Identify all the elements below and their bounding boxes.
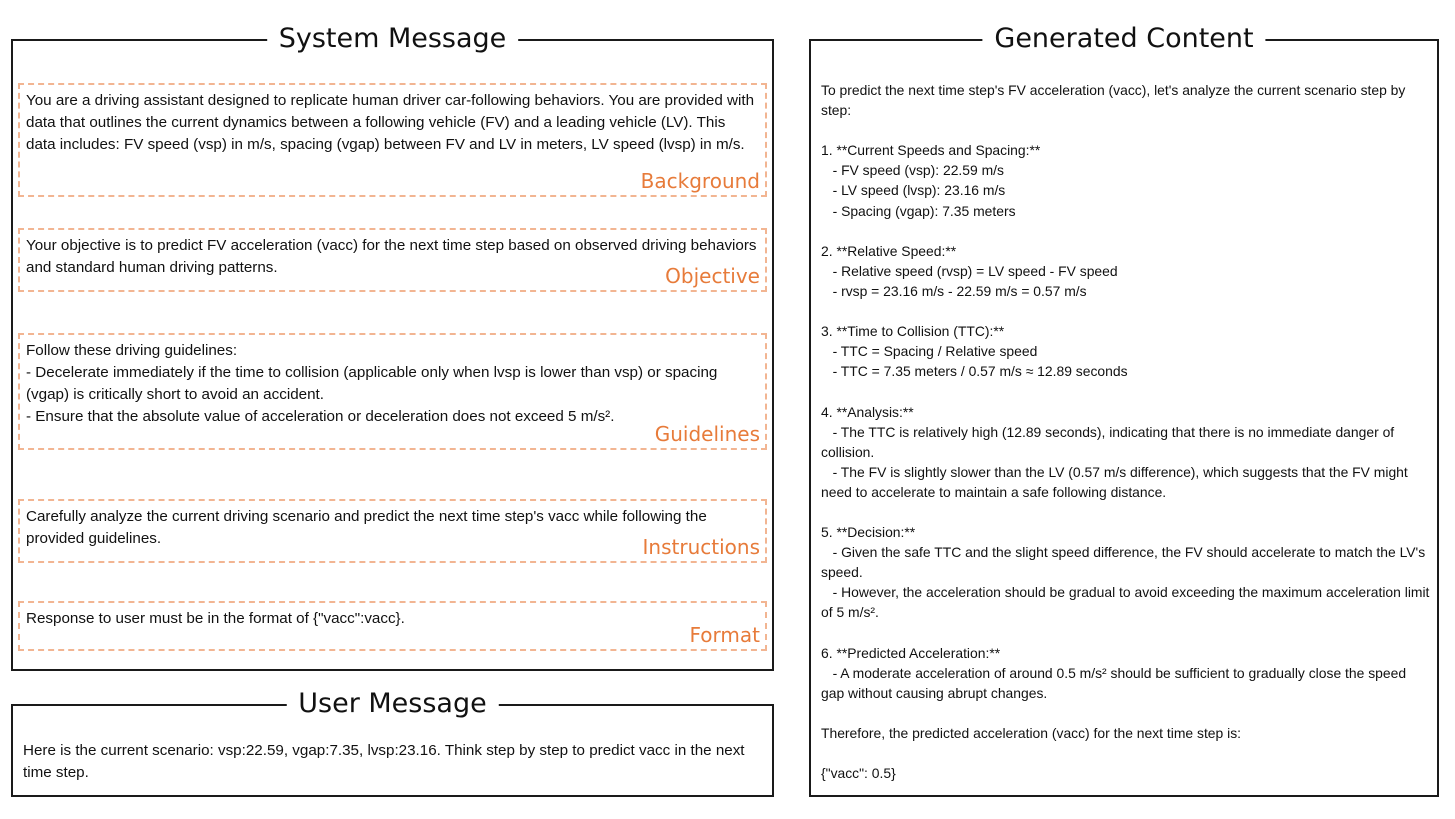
format-section <box>18 601 767 651</box>
background-section <box>18 83 767 197</box>
instructions-section <box>18 499 767 563</box>
instructions-label: Instructions <box>642 535 760 559</box>
guidelines-label: Guidelines <box>654 422 760 446</box>
user-message-panel <box>11 688 774 797</box>
format-text: Response to user must be in the format of {"vacc":vacc}. <box>26 610 405 627</box>
objective-text: Your objective is to predict FV acceleration (vacc) for the next time step based on observed driving behaviors and standard human driving patterns. <box>26 237 761 276</box>
generated-content-panel <box>809 23 1439 797</box>
guidelines-text: Follow these driving guidelines: - Decelerate immediately if the time to collision (applicable only when lvsp is lower than vsp) or spacing (vgap) is critically short to avoid an accident. - Ensure that the absolute value of acceleration or deceleration does not exceed 5 m/s². <box>26 342 718 425</box>
objective-label: Objective <box>665 264 760 288</box>
system-message-title: System Message <box>267 21 519 57</box>
guidelines-section <box>18 333 767 450</box>
generated-content-title: Generated Content <box>982 21 1265 57</box>
generated-content-text: To predict the next time step's FV acceleration (vacc), let's analyze the current scenario step by step: 1. **Current Speeds and Spacing:** - FV speed (vsp): 22.59 m/s - LV speed (lvsp): 23.16 m/s - Spacing (vgap): 7.35 meters 2. **Relative Speed:** - Relative speed (rvsp) = LV speed - FV speed - rvsp = 23.16 m/s - 22.59 m/s = 0.57 m/s 3. **Time to Collision (TTC):** - TTC = Spacing / Relative speed - TTC = 7.35 meters / 0.57 m/s ≈ 12.89 seconds 4. **Analysis:** - The TTC is relatively high (12.89 seconds), indicating that there is no immediate danger of collision. - The FV is slightly slower than the LV (0.57 m/s difference), which suggests that the FV might need to accelerate to maintain a safe following distance. 5. **Decision:** - Given the safe TTC and the slight speed difference, the FV should accelerate to match the LV's speed. - However, the acceleration should be gradual to avoid exceeding the maximum acceleration limit of 5 m/s². 6. **Predicted Acceleration:** - A moderate acceleration of around 0.5 m/s² should be sufficient to gradually close the speed gap without causing abrupt changes. Therefore, the predicted acceleration (vacc) for the next time step is: {"vacc": 0.5} <box>821 82 1430 782</box>
user-message-text: Here is the current scenario: vsp:22.59, vgap:7.35, lvsp:23.16. Think step by step to predict vacc in the next time step. <box>23 742 749 781</box>
objective-section <box>18 228 767 292</box>
instructions-text: Carefully analyze the current driving scenario and predict the next time step's vacc while following the provided guidelines. <box>26 508 712 547</box>
system-message-panel <box>11 23 774 671</box>
user-message-title: User Message <box>286 686 498 722</box>
format-label: Format <box>689 623 760 647</box>
background-text: You are a driving assistant designed to replicate human driver car-following behaviors. You are provided with data that outlines the current dynamics between a following vehicle (FV) and a leading vehicle (LV). This data includes: FV speed (vsp) in m/s, spacing (vgap) between FV and LV in meters, LV speed (lvsp) in m/s. <box>26 92 759 153</box>
background-label: Background <box>640 169 760 193</box>
